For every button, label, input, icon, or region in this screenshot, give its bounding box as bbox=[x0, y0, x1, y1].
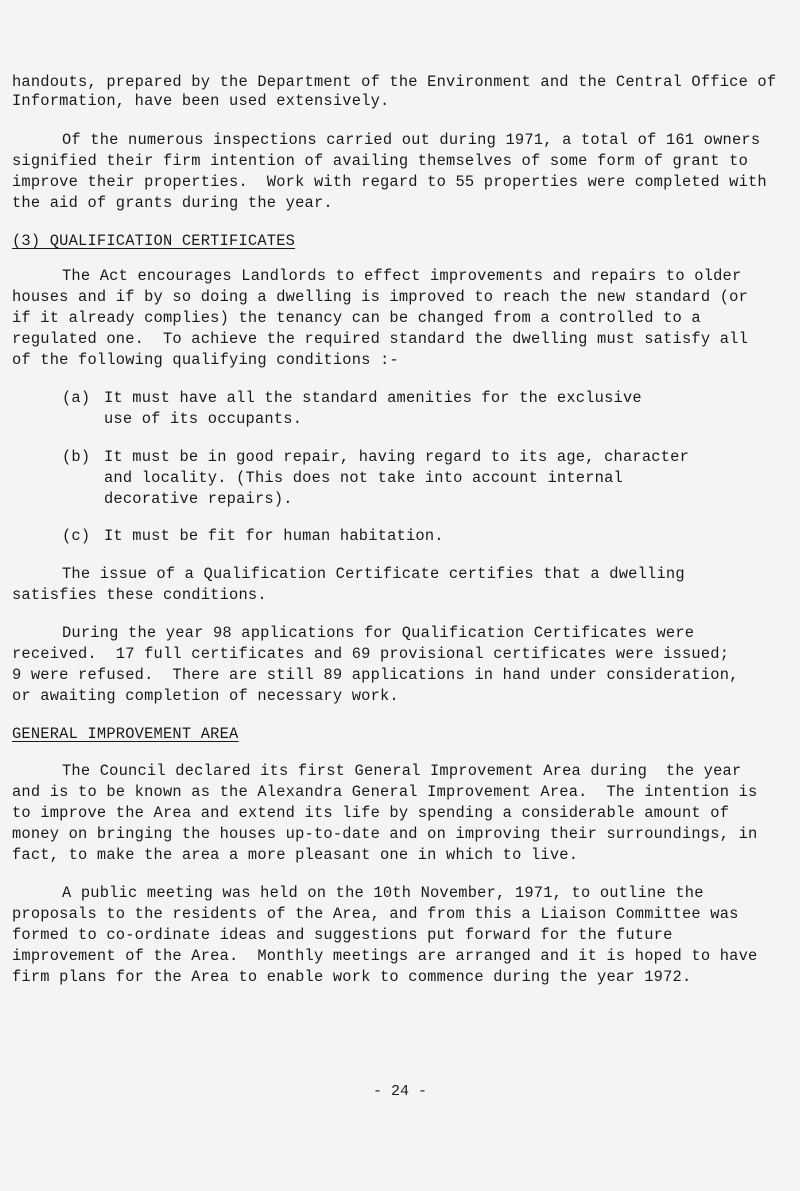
text-line: to improve the Area and extend its life by spending a considerable amount of bbox=[12, 804, 730, 822]
text-line: received. 17 full certificates and 69 provisional certificates were issued; bbox=[12, 645, 730, 663]
text-line: During the year 98 applications for Qualification Certificates were bbox=[62, 624, 695, 642]
text-line: regulated one. To achieve the required standard the dwelling must satisfy all bbox=[12, 330, 748, 348]
section-heading: GENERAL IMPROVEMENT AREA bbox=[12, 725, 239, 743]
text-line: 9 were refused. There are still 89 applications in hand under consideration, bbox=[12, 666, 739, 684]
text-line: proposals to the residents of the Area, and from this a Liaison Committee was bbox=[12, 905, 739, 923]
text-line: the aid of grants during the year. bbox=[12, 194, 333, 212]
text-line: improve their properties. Work with regard to 55 properties were completed with bbox=[12, 173, 767, 191]
condition-text: It must be in good repair, having regard to its age, character bbox=[104, 448, 690, 466]
text-line: of the following qualifying conditions :- bbox=[12, 351, 399, 369]
condition-text: use of its occupants. bbox=[104, 410, 303, 428]
text-line: or awaiting completion of necessary work. bbox=[12, 687, 399, 705]
text-line: handouts, prepared by the Department of the Environment and the Central Office of bbox=[12, 73, 777, 91]
text-line: money on bringing the houses up-to-date and on improving their surroundings, in bbox=[12, 825, 758, 843]
text-line: Of the numerous inspections carried out during 1971, a total of 161 owners bbox=[62, 131, 761, 149]
condition-text: and locality. (This does not take into account internal bbox=[104, 469, 623, 487]
text-line: The issue of a Qualification Certificate certifies that a dwelling bbox=[62, 565, 685, 583]
text-line: A public meeting was held on the 10th November, 1971, to outline the bbox=[62, 884, 704, 902]
text-line: formed to co-ordinate ideas and suggestions put forward for the future bbox=[12, 926, 673, 944]
text-line: firm plans for the Area to enable work to commence during the year 1972. bbox=[12, 968, 692, 986]
text-line: The Act encourages Landlords to effect improvements and repairs to older bbox=[62, 267, 742, 285]
condition-marker: (c) bbox=[62, 527, 91, 545]
condition-marker: (b) bbox=[62, 448, 91, 466]
condition-text: It must be fit for human habitation. bbox=[104, 527, 444, 545]
condition-marker: (a) bbox=[62, 389, 91, 407]
text-line: improvement of the Area. Monthly meetings are arranged and it is hoped to have bbox=[12, 947, 758, 965]
text-line: fact, to make the area a more pleasant one in which to live. bbox=[12, 846, 579, 864]
condition-text: decorative repairs). bbox=[104, 490, 293, 508]
text-line: satisfies these conditions. bbox=[12, 586, 267, 604]
text-line: and is to be known as the Alexandra General Improvement Area. The intention is bbox=[12, 783, 758, 801]
page-number: - 24 - bbox=[372, 1083, 427, 1100]
text-line: Information, have been used extensively. bbox=[12, 92, 390, 110]
text-line: signified their firm intention of availing themselves of some form of grant to bbox=[12, 152, 748, 170]
condition-text: It must have all the standard amenities for the exclusive bbox=[104, 389, 642, 407]
section-heading: (3) QUALIFICATION CERTIFICATES bbox=[12, 232, 296, 250]
text-line: if it already complies) the tenancy can be changed from a controlled to a bbox=[12, 309, 701, 327]
text-line: The Council declared its first General Improvement Area during the year bbox=[62, 762, 742, 780]
text-line: houses and if by so doing a dwelling is improved to reach the new standard (or bbox=[12, 288, 748, 306]
